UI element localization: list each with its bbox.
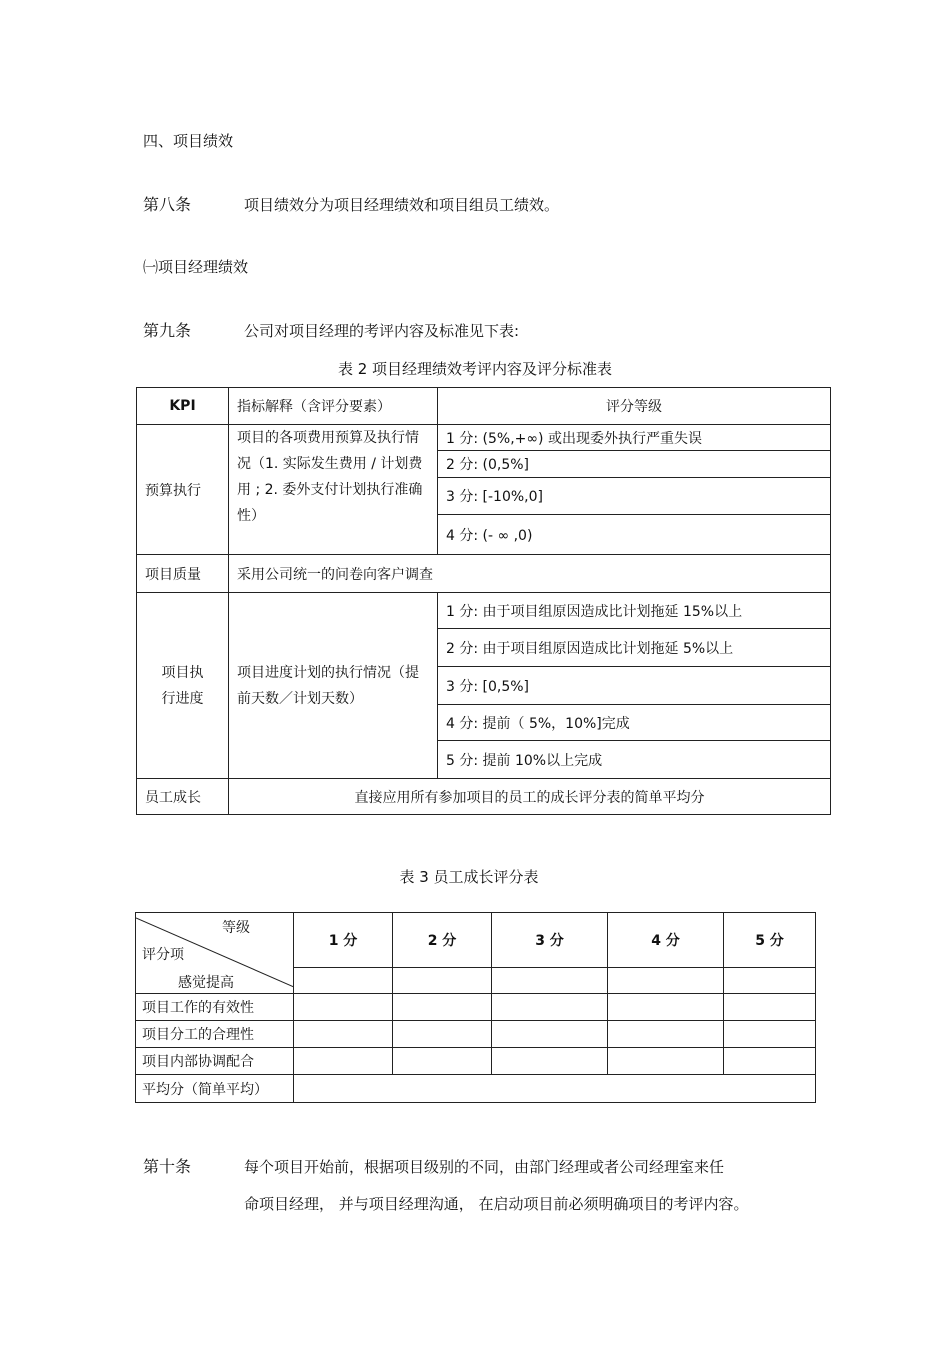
grade-cell: 2 分: (0,5%] (438, 451, 831, 478)
table-header-kpi: KPI (137, 388, 229, 425)
kpi-quality: 项目质量 (137, 555, 229, 593)
score-item-label: 平均分（简单平均） (136, 1075, 294, 1103)
corner-header-grade: 等级 (222, 920, 250, 936)
diagonal-divider (136, 913, 294, 993)
article-10-line-2: 命项目经理， 并与项目经理沟通， 在启动项目前必须明确项目的考评内容。 (244, 1195, 749, 1213)
corner-header-item: 评分项 (142, 947, 184, 963)
score-cell (393, 1021, 492, 1048)
score-cell (608, 994, 724, 1021)
score-header-3: 3 分 (492, 913, 608, 968)
score-cell (294, 994, 393, 1021)
score-header-1: 1 分 (294, 913, 393, 968)
grade-cell: 2 分: 由于项目组原因造成比计划拖延 5%以上 (438, 629, 831, 667)
table-2-caption: 表 2 项目经理绩效考评内容及评分标准表 (337, 360, 613, 378)
grade-cell: 4 分: 提前（ 5%，10%]完成 (438, 705, 831, 741)
table-header-grade: 评分等级 (438, 388, 831, 425)
section-title: 四、项目绩效 (143, 132, 234, 150)
score-cell (393, 1048, 492, 1075)
grade-cell: 1 分: 由于项目组原因造成比计划拖延 15%以上 (438, 593, 831, 629)
score-cell (393, 994, 492, 1021)
score-header-4: 4 分 (608, 913, 724, 968)
grade-cell: 1 分: (5%,+∞) 或出现委外执行严重失误 (438, 425, 831, 451)
kpi-schedule: 项目执行进度 (137, 593, 229, 779)
kpi-budget: 预算执行 (137, 425, 229, 555)
score-item-label: 项目分工的合理性 (136, 1021, 294, 1048)
score-cell (294, 1048, 393, 1075)
score-cell (294, 1021, 393, 1048)
article-8-text: 项目绩效分为项目经理绩效和项目组员工绩效。 (244, 196, 560, 214)
table-2 (136, 387, 831, 815)
score-header-2: 2 分 (393, 913, 492, 968)
score-cell (492, 1048, 608, 1075)
score-cell (492, 1021, 608, 1048)
score-item-label: 项目内部协调配合 (136, 1048, 294, 1075)
article-8-label: 第八条 (143, 195, 192, 214)
desc-budget: 项目的各项费用预算及执行情况（1. 实际发生费用 / 计划费用 ; 2. 委外支付计划执行准确性） (229, 425, 438, 555)
score-cell (393, 968, 492, 994)
score-cell (294, 968, 393, 994)
score-item-label: 项目工作的有效性 (136, 994, 294, 1021)
average-cell (294, 1075, 816, 1103)
subsection-title: ㈠项目经理绩效 (143, 258, 249, 276)
table-3-caption: 表 3 员工成长评分表 (399, 868, 539, 886)
article-10-line-1: 每个项目开始前，根据项目级别的不同，由部门经理或者公司经理室来任 (244, 1158, 725, 1176)
kpi-growth: 员工成长 (137, 779, 229, 815)
grade-cell: 4 分: (- ∞ ,0) (438, 515, 831, 555)
score-cell (492, 994, 608, 1021)
desc-growth: 直接应用所有参加项目的员工的成长评分表的简单平均分 (229, 779, 831, 815)
score-cell (724, 994, 816, 1021)
score-cell (724, 1021, 816, 1048)
article-9-text: 公司对项目经理的考评内容及标准见下表: (244, 322, 520, 340)
grade-cell: 3 分: [0,5%] (438, 667, 831, 705)
grade-cell: 3 分: [-10%,0] (438, 478, 831, 515)
article-10-label: 第十条 (143, 1157, 192, 1176)
score-cell (724, 968, 816, 994)
table-header-desc: 指标解释（含评分要素） (229, 388, 438, 425)
score-header-5: 5 分 (724, 913, 816, 968)
score-cell (724, 1048, 816, 1075)
article-9-label: 第九条 (143, 321, 192, 340)
desc-quality: 采用公司统一的问卷向客户调查 (229, 555, 831, 593)
score-cell (608, 1048, 724, 1075)
score-cell (492, 968, 608, 994)
score-cell (608, 1021, 724, 1048)
table-3 (135, 912, 816, 1103)
score-item-label: 感觉提高 (178, 975, 234, 991)
desc-schedule: 项目进度计划的执行情况（提前天数／计划天数） (229, 593, 438, 779)
grade-cell: 5 分: 提前 10%以上完成 (438, 741, 831, 779)
score-cell (608, 968, 724, 994)
corner-header-cell (136, 913, 294, 994)
